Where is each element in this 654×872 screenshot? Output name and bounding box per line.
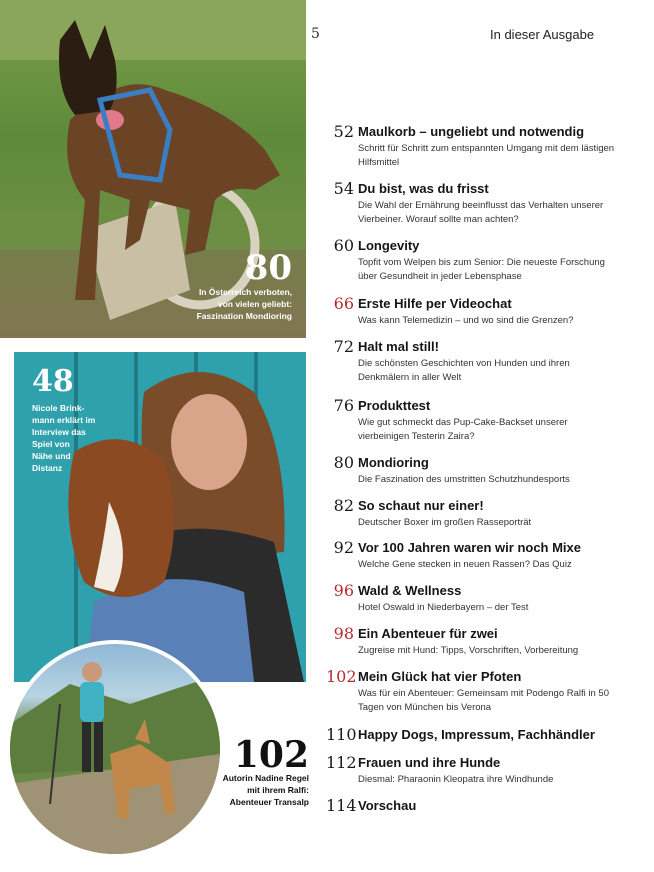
toc-page-number: 96 (333, 581, 354, 600)
toc-description: Topfit vom Welpen bis zum Senior: Die neueste Forschung über Gesundheit in jeder Lebensphase (358, 257, 605, 282)
toc-title: Produkttest (358, 398, 431, 413)
toc-title: Ein Abenteuer für zwei (358, 626, 498, 641)
toc-description: Schritt für Schritt zum entspannten Umgang mit dem lästigen Hilfsmittel (358, 143, 615, 168)
feature-page-number: 80 (244, 248, 292, 288)
toc-description: Die schönsten Geschichten von Hunden und ihren Denkmälern in aller Welt (358, 358, 570, 383)
feature-page-number: 102 (233, 734, 309, 776)
toc-description: Was für ein Abenteuer: Gemeinsam mit Podengo Ralfi in 50 Tagen von München bis Verona (358, 688, 609, 713)
toc-page-number: 54 (333, 179, 354, 198)
toc-page-number: 112 (326, 753, 357, 772)
woman-dog-photo (14, 352, 306, 682)
toc-description: Diesmal: Pharaonin Kleopatra ihre Windhunde (358, 774, 554, 785)
dog-photo (0, 0, 306, 338)
toc-description: Welche Gene stecken in neuen Rassen? Das Quiz (358, 559, 572, 570)
toc-title: So schaut nur einer! (358, 498, 484, 513)
toc-title: Frauen und ihre Hunde (358, 755, 501, 770)
woman-caption: Nicole Brink- mann erklärt im Interview das Spiel von Nähe und Distanz (32, 403, 96, 473)
toc-description: Was kann Telemedizin – und wo sind die Grenzen? (358, 315, 574, 326)
toc-description: Die Wahl der Ernährung beeinflusst das Verhalten unserer Vierbeiner. Worauf sollte man achten? (358, 200, 604, 225)
dog-caption: In Österreich verboten, von vielen geliebt: Faszination Mondioring (196, 287, 292, 321)
toc-title: Halt mal still! (358, 339, 439, 354)
toc-page-number: 52 (333, 122, 354, 141)
hiker-caption: Autorin Nadine Regel mit ihrem Ralfi: Abenteuer Transalp (222, 773, 309, 807)
feature-page-number: 48 (32, 364, 74, 399)
hiker-dog-photo (6, 640, 224, 858)
toc-page-number: 102 (326, 667, 357, 686)
toc-title: Maulkorb – ungeliebt und notwendig (358, 124, 585, 139)
toc-page-number: 66 (333, 294, 354, 313)
toc-page-number: 60 (333, 236, 354, 255)
toc-page-number: 110 (326, 725, 357, 744)
toc-title: Wald & Wellness (358, 583, 462, 598)
toc-title: Mondioring (358, 455, 429, 470)
toc-title: Longevity (358, 238, 420, 253)
toc-title: Vor 100 Jahren waren wir noch Mixe (358, 540, 582, 555)
toc-page-number: 76 (333, 396, 354, 415)
page-number: 5 (311, 26, 320, 42)
toc-page-number: 80 (333, 453, 354, 472)
toc-page-number: 92 (333, 538, 354, 557)
toc-title: Mein Glück hat vier Pfoten (358, 669, 522, 684)
toc-page-number: 72 (333, 337, 354, 356)
toc-description: Hotel Oswald in Niederbayern – der Test (358, 602, 529, 613)
toc-title: Vorschau (358, 798, 417, 813)
toc-title: Du bist, was du frisst (358, 181, 489, 196)
toc-page-number: 98 (333, 624, 354, 643)
toc-description: Zugreise mit Hund: Tipps, Vorschriften, Vorbereitung (358, 645, 579, 656)
toc-description: Deutscher Boxer im großen Rasseporträt (358, 517, 532, 528)
toc-page-number: 114 (326, 796, 357, 815)
toc-description: Die Faszination des umstritten Schutzhundesports (358, 474, 570, 485)
section-title: In dieser Ausgabe (490, 27, 595, 42)
toc-title: Happy Dogs, Impressum, Fachhändler (358, 727, 595, 742)
toc-title: Erste Hilfe per Videochat (358, 296, 512, 311)
toc-description: Wie gut schmeckt das Pup-Cake-Backset unserer vierbeinigen Testerin Zaira? (358, 417, 568, 442)
toc-page-number: 82 (333, 496, 354, 515)
